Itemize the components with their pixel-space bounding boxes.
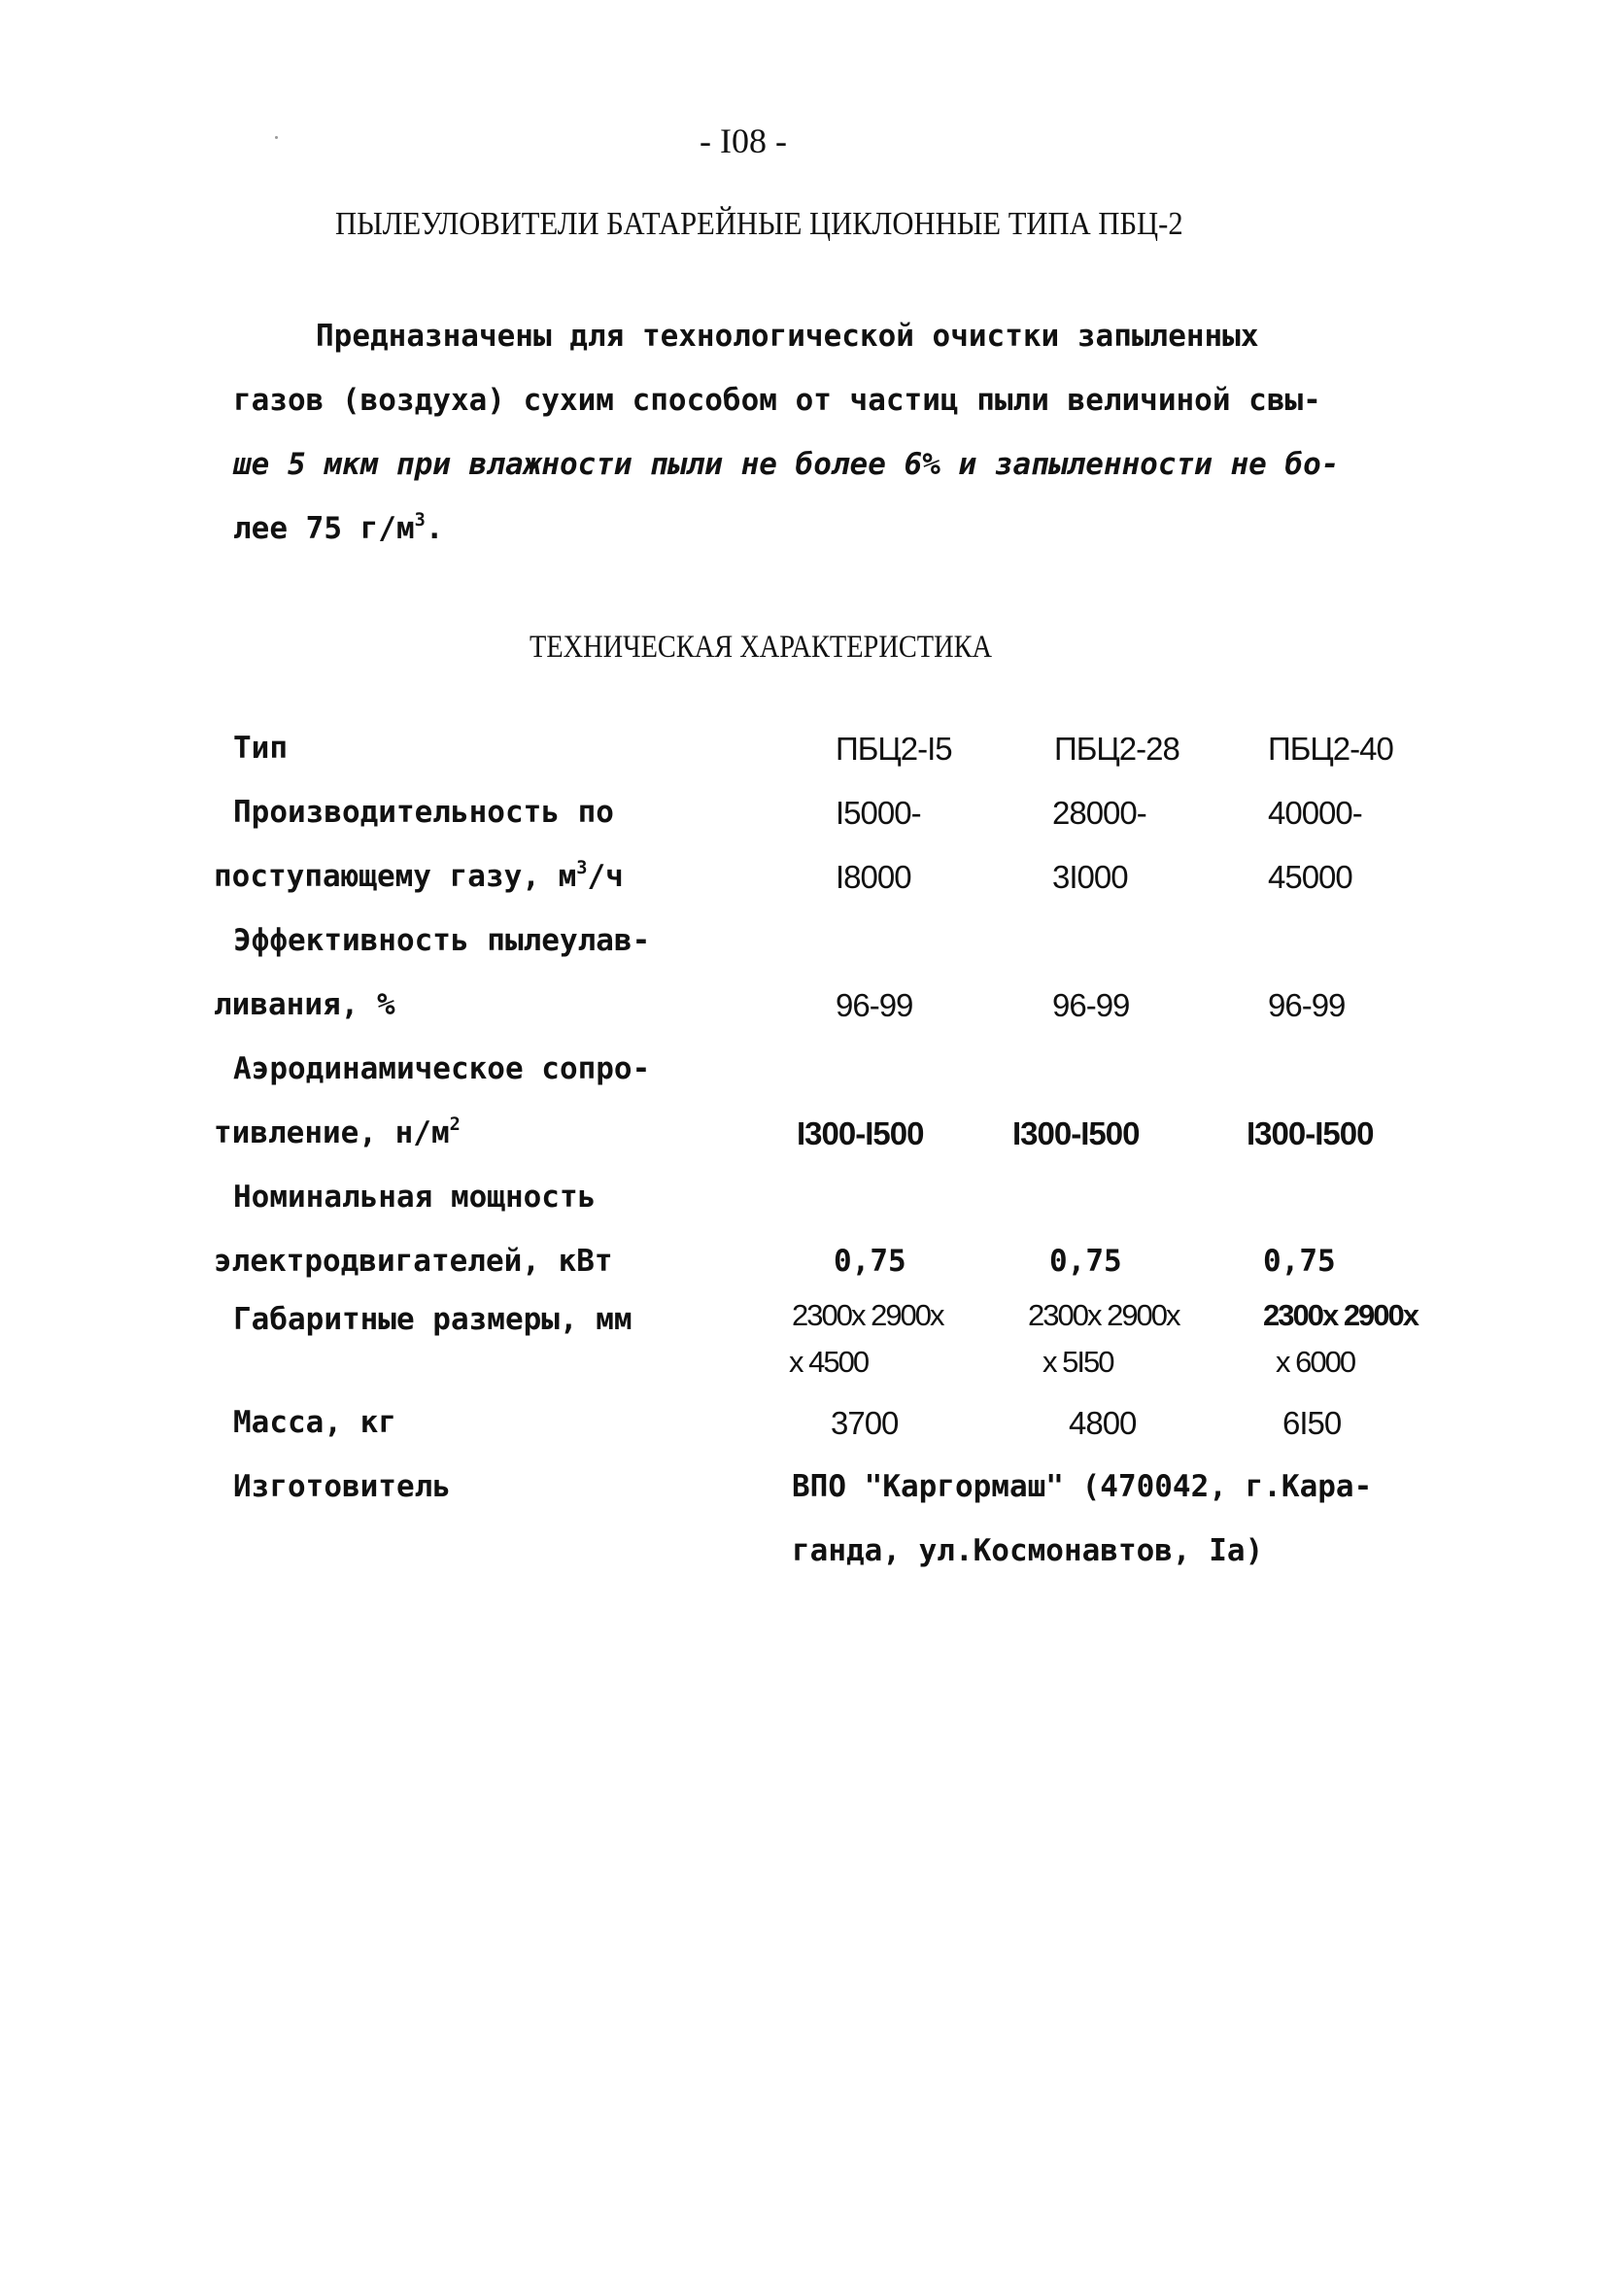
- resistance-value: I300-I500: [797, 1115, 924, 1151]
- row-label-power: Номинальная мощность: [233, 1180, 597, 1215]
- capacity-value: I5000-: [836, 795, 921, 831]
- row-label-efficiency: Эффективность пылеулав-: [233, 923, 651, 958]
- efficiency-value: 96-99: [836, 987, 913, 1023]
- page-number: - I08 -: [700, 121, 787, 160]
- row-label-manufacturer: Изготовитель: [233, 1469, 451, 1504]
- description-line: [233, 511, 444, 546]
- mass-value: 6I50: [1282, 1405, 1342, 1441]
- description-text: лее 75 г/м: [233, 511, 415, 546]
- scan-speck: [275, 136, 278, 139]
- row-label-resistance: Аэродинамическое сопро-: [233, 1051, 651, 1086]
- row-label-power-unit: электродвигателей, кВт: [214, 1244, 613, 1279]
- description-text: .: [425, 511, 444, 546]
- dimensions-value: x 6000: [1276, 1345, 1355, 1379]
- row-label-capacity: Производительность по: [233, 795, 614, 830]
- capacity-value: 40000-: [1268, 795, 1362, 831]
- capacity-value: I8000: [836, 859, 911, 895]
- power-value: 0,75: [1049, 1244, 1122, 1279]
- dimensions-value: 2300x 2900x: [792, 1298, 943, 1332]
- row-label-type: Тип: [233, 731, 288, 766]
- section-title: ТЕХНИЧЕСКАЯ ХАРАКТЕРИСТИКА: [530, 630, 993, 665]
- model-header: ПБЦ2-I5: [836, 731, 952, 767]
- row-label-efficiency-unit: ливания, %: [214, 987, 395, 1022]
- manufacturer-value: ганда, ул.Космонавтов, Iа): [792, 1533, 1264, 1568]
- model-header: ПБЦ2-40: [1268, 731, 1393, 767]
- row-label-mass: Масса, кг: [233, 1405, 396, 1440]
- label-text: поступающему газу, м: [214, 859, 577, 894]
- model-header: ПБЦ2-28: [1054, 731, 1179, 767]
- label-text: /ч: [587, 859, 624, 894]
- row-label-dimensions: Габаритные размеры, мм: [233, 1302, 632, 1337]
- dimensions-value: x 5I50: [1042, 1345, 1113, 1379]
- row-label-capacity-unit: [214, 859, 624, 894]
- power-value: 0,75: [1263, 1244, 1336, 1279]
- efficiency-value: 96-99: [1268, 987, 1346, 1023]
- description-line: Предназначены для технологической очистки запыленных: [316, 319, 1259, 354]
- dimensions-value: x 4500: [789, 1345, 869, 1379]
- resistance-value: I300-I500: [1247, 1115, 1374, 1151]
- mass-value: 4800: [1069, 1405, 1137, 1441]
- manufacturer-value: ВПО "Каргормаш" (470042, г.Кара-: [792, 1469, 1373, 1504]
- mass-value: 3700: [831, 1405, 899, 1441]
- row-label-resistance-unit: [214, 1115, 461, 1150]
- capacity-value: 45000: [1268, 859, 1352, 895]
- capacity-value: 3I000: [1052, 859, 1128, 895]
- power-value: 0,75: [834, 1244, 906, 1279]
- dimensions-value: 2300x 2900x: [1263, 1298, 1418, 1332]
- superscript: 2: [449, 1114, 461, 1135]
- page-title: ПЫЛЕУЛОВИТЕЛИ БАТАРЕЙНЫЕ ЦИКЛОННЫЕ ТИПА ПБЦ-2: [335, 206, 1183, 242]
- superscript: 3: [576, 857, 588, 878]
- description-line: ше 5 мкм при влажности пыли не более 6% и запыленности не бо-: [233, 447, 1340, 482]
- description-line: газов (воздуха) сухим способом от частиц пыли величиной свы-: [233, 383, 1321, 418]
- label-text: тивление, н/м: [214, 1115, 450, 1150]
- efficiency-value: 96-99: [1052, 987, 1130, 1023]
- dimensions-value: 2300x 2900x: [1028, 1298, 1179, 1332]
- superscript: 3: [414, 509, 426, 531]
- capacity-value: 28000-: [1052, 795, 1146, 831]
- resistance-value: I300-I500: [1012, 1115, 1140, 1151]
